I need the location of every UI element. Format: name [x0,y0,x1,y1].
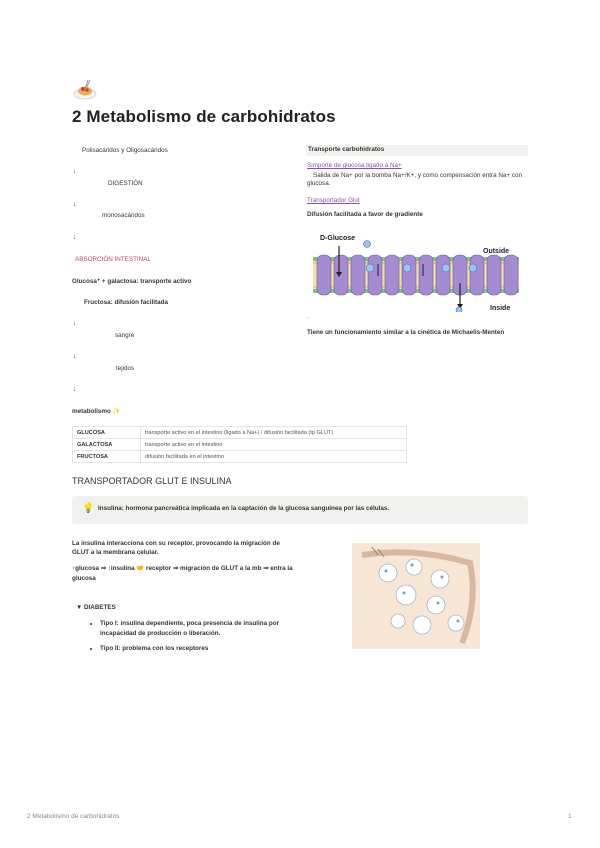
transport-header: Transporte carbohidratos [306,145,528,156]
glut-membrane-figure [305,228,527,312]
sugar-transport-table [72,426,407,463]
monosaccharides-text: monosacáridos [102,212,145,219]
table-row [73,427,407,439]
down-arrow-icon: ↓ [73,386,77,393]
page-number: 1 [568,813,572,820]
inside-label: Inside [490,305,511,312]
food-plate-icon [72,76,98,102]
digestion-text: DIGESTIÓN [108,180,143,187]
table-key: GLUCOSA [73,427,141,439]
sglt-link[interactable]: Simporte de glucosa ligado a Na+ [307,162,402,169]
insulin-paragraph: La insulina interacciona con su receptor, provocando la migración de GLUT a la membrana celular. [72,540,280,556]
glucose-label: D-Glucose [320,235,356,242]
down-arrow-icon: ↓ [73,201,77,208]
absorption-text: ABSORCIÓN INTESTINAL [75,256,151,263]
footer-title: 2 Metabolismo de carbohidratos [27,813,120,820]
table-value: transporte activo en el intestino [141,439,407,451]
sglt-description: Salida de Na+ por la bomba Na+/K+, y como compensación entra Na+ con glucosa. [307,172,522,187]
fructose-transport-text: Fructosa: difusión facilitada [84,299,168,306]
polysaccharides-text: Polisacáridos y Oligosacáridos [82,147,168,154]
glut-link[interactable]: Transportador Glut [307,197,360,204]
down-arrow-icon: ↓ [73,320,77,327]
blood-text: sangre [115,332,135,339]
down-arrow-icon: ↓ [73,234,77,241]
table-row [73,439,407,451]
michaelis-text: Tiene un funcionamiento similar a la cinética de Michaelis-Menten [307,329,505,336]
tissues-text: tejidos [116,365,135,372]
diabetes-toggle[interactable]: ▼ DIABETES [76,604,116,611]
down-arrow-icon: ↓ [73,353,77,360]
table-key: FRUCTOSA [73,451,141,463]
table-value: difusión facilitada en el intestino [141,451,407,463]
outside-label: Outside [483,248,510,255]
down-arrow-icon: ↓ [73,168,77,175]
table-key: GALACTOSA [73,439,141,451]
callout-text: Insulina: hormona pancreática implicada en la captación de la glucosa sanguínea por las células. [98,505,390,512]
page-title: 2 Metabolismo de carbohidratos [72,107,336,126]
glut-description: Difusión facilitada a favor de gradiente [307,211,423,218]
glut-insulin-heading: TRANSPORTADOR GLUT E INSULINA [72,476,232,486]
list-item: • Tipo I: insulina dependiente, poca presencia de insulina por incapacidad de producción o liberación. [100,619,300,639]
table-value: transporte activo en el intestino (ligado a Na+) / difusión facilitada (tp GLUT) [141,427,407,439]
dot-text: · [307,314,310,321]
insulin-cascade: ↑glucosa ⇒ ↑insulina 🤝 receptor ⇒ migración de GLUT a la mb ⇒ entra la glucosa [72,565,293,582]
glucose-transport-text: Glucosa⁺ + galactosa: transporte activo [72,278,192,285]
table-row [73,451,407,463]
lightbulb-icon: 💡 [82,503,95,514]
insulin-cell-figure [352,543,480,649]
list-item: • Tipo II: problema con los receptores [100,644,300,654]
metabolism-text: metabolismo ✨ [72,408,121,415]
diabetes-list [100,619,300,654]
insulin-callout [72,496,528,524]
